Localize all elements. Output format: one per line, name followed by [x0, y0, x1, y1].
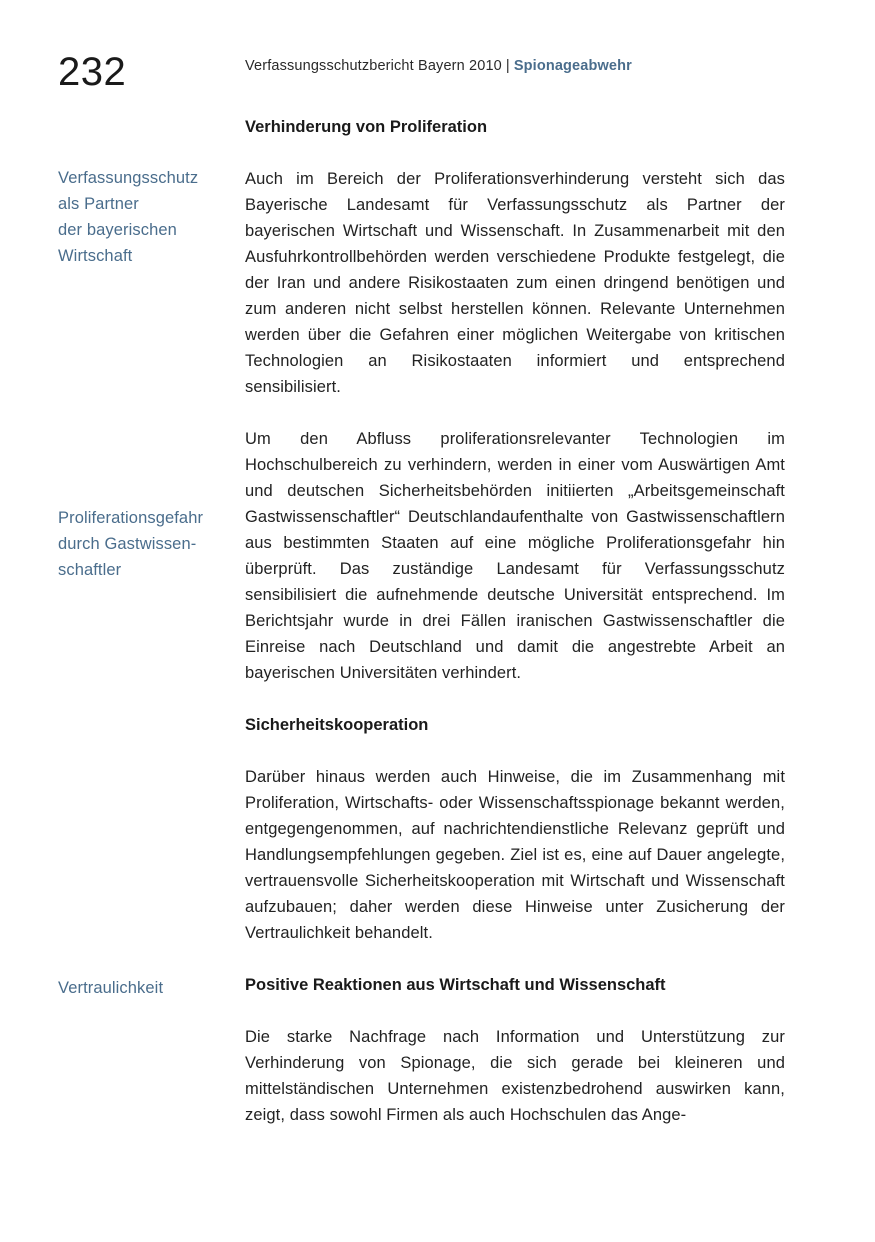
- margin-note-line: Vertraulichkeit: [58, 979, 164, 997]
- page-number: 232: [58, 50, 127, 94]
- paragraph-partner: Auch im Bereich der Proliferationsverhinderung versteht sich das Bayerische Landesamt für Verfassungsschutz als Partner der bayerischen Wirtschaft und Wissenschaft. In Zusammenarbeit mit den Ausfuhrkontrollbehörden werden verschiedene Produkte festgelegt, die der Iran und andere Risikostaaten zum einen dringend benötigen und zum anderen nicht selbst herstellen können. Relevante Unternehmen werden über die Gefahren einer möglichen Weitergabe von kritischen Technologien an Risikostaaten informiert und entsprechend sensibilisiert.: [245, 170, 785, 396]
- paragraph-guest-scientists: Um den Abfluss proliferationsrelevanter Technologien im Hochschulbereich zu verhindern, werden in einer vom Auswärtigen Amt und deutschen Sicherheitsbehörden initiierten „Arbeitsgemeinschaft Gastwissenschaftler“ Deutschlandaufenthalte von Gastwissenschaftlern aus bestimmten Staaten auf eine mögliche Proliferationsgefahr hin überprüft. Das zuständige Landesamt für Verfassungsschutz sensibilisiert die aufnehmende deutsche Universität entsprechend. Im Berichtsjahr wurde in drei Fällen iranischen Gastwissenschaftler die Einreise nach Deutschland und damit die angestrebte Arbeit an bayerischen Universitäten verhindert.: [245, 430, 785, 682]
- margin-note-proliferation: [58, 505, 233, 583]
- paragraph-positive-reactions: Die starke Nachfrage nach Information und Unterstützung zur Verhinderung von Spionage, die sich gerade bei kleineren und mittelständischen Unternehmen existenzbedrohend auswirken kann, zeigt, dass sowohl Firmen als auch Hochschulen das Ange-: [245, 1028, 785, 1124]
- margin-note-line: Verfassungsschutz: [58, 169, 199, 187]
- paragraph-security-cooperation: Darüber hinaus werden auch Hinweise, die im Zusammenhang mit Proliferation, Wirtschafts- oder Wissenschaftsspionage bekannt werden, entgegengenommen, auf nachrichtendienstliche Relevanz geprüft und Handlungsempfehlungen gegeben. Ziel ist es, eine auf Dauer angelegte, vertrauensvolle Sicherheitskooperation mit Wirtschaft und Wissenschaft aufzubauen; daher werden diese Hinweise unter Zusicherung der Vertraulichkeit behandelt.: [245, 768, 785, 942]
- heading-security-cooperation: Sicherheitskooperation: [245, 716, 429, 734]
- publication-title: Verfassungsschutzbericht Bayern 2010: [245, 58, 502, 74]
- margin-note-line: der bayerischen: [58, 221, 177, 239]
- header-separator: |: [505, 58, 510, 74]
- main-column: [245, 114, 785, 1128]
- margin-note-line: Wirtschaft: [58, 247, 133, 265]
- margin-note-partner: [58, 165, 233, 269]
- running-header: [245, 58, 632, 74]
- margin-note-line: Proliferationsgefahr: [58, 509, 204, 527]
- margin-note-confidentiality: [58, 975, 233, 1001]
- margin-note-line: schaftler: [58, 561, 122, 579]
- margin-note-line: als Partner: [58, 195, 139, 213]
- section-title: Spionageabwehr: [513, 58, 632, 74]
- margin-note-line: durch Gastwissen-: [58, 535, 197, 553]
- heading-proliferation: Verhinderung von Proliferation: [245, 118, 488, 136]
- heading-positive-reactions: Positive Reaktionen aus Wirtschaft und Wissenschaft: [245, 976, 666, 994]
